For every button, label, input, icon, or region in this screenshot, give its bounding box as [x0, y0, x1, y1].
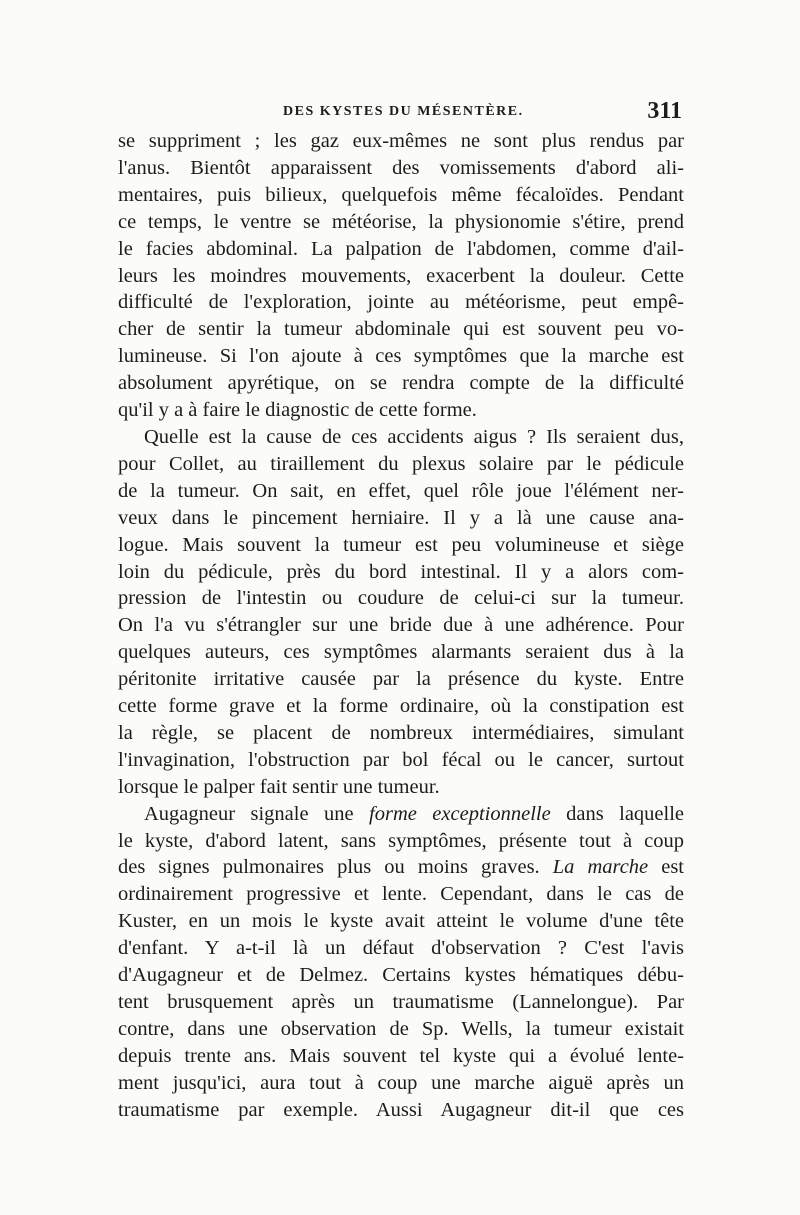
- text-line: se suppriment ; les gaz eux-mêmes ne sont plus rendus par: [118, 130, 684, 152]
- text-line: difficulté de l'exploration, jointe au météorisme, peut empê-: [118, 291, 684, 314]
- text-run: dans laquelle: [550, 802, 685, 825]
- text-line: Kuster, en un mois le kyste avait atteint le volume d'une tête: [118, 910, 684, 933]
- text-line: loin du pédicule, près du bord intestinal. Il y a alors com-: [118, 560, 684, 583]
- text-line: lumineuse. Si l'on ajoute à ces symptômes que la marche est: [118, 345, 684, 368]
- text-line: le facies abdominal. La palpation de l'abdomen, comme d'ail-: [118, 237, 684, 260]
- text-line: [118, 801, 684, 828]
- text-line: traumatisme par exemple. Aussi Augagneur dit-il que ces: [118, 1098, 684, 1121]
- text-line: la règle, se placent de nombreux intermédiaires, simulant: [118, 721, 684, 744]
- text-line: qu'il y a à faire le diagnostic de cette forme.: [118, 399, 477, 422]
- text-line: depuis trente ans. Mais souvent tel kyste qui a évolué lente-: [118, 1044, 684, 1067]
- text-line: contre, dans une observation de Sp. Wells, la tumeur existait: [118, 1017, 684, 1040]
- text-line: de la tumeur. On sait, en effet, quel rôle joue l'élément ner-: [118, 479, 684, 502]
- text-line: On l'a vu s'étrangler sur une bride due à une adhérence. Pour: [118, 614, 684, 637]
- text-line: le kyste, d'abord latent, sans symptômes, présente tout à coup: [118, 829, 684, 852]
- text-line: ce temps, le ventre se météorise, la physionomie s'étire, prend: [118, 210, 684, 233]
- text-line: ment jusqu'ici, aura tout à coup une marche aiguë après un: [118, 1071, 684, 1094]
- italic-text: forme exceptionnelle: [369, 802, 551, 825]
- text-line: leurs les moindres mouvements, exacerbent la douleur. Cette: [118, 264, 684, 287]
- text-line: l'invagination, l'obstruction par bol fécal ou le cancer, surtout: [118, 748, 684, 771]
- text-run: des signes pulmonaires plus ou moins graves.: [118, 856, 553, 879]
- text-line: logue. Mais souvent la tumeur est peu volumineuse et siège: [118, 533, 684, 556]
- body-text: [118, 128, 684, 1124]
- text-line: cher de sentir la tumeur abdominale qui est souvent peu vo-: [118, 318, 684, 341]
- text-line: pour Collet, au tiraillement du plexus solaire par le pédicule: [118, 452, 684, 475]
- page-number: 311: [647, 98, 682, 124]
- text-line: tent brusquement après un traumatisme (Lannelongue). Par: [118, 991, 684, 1013]
- text-line: péritonite irritative causée par la présence du kyste. Entre: [118, 668, 684, 691]
- text-line: ordinairement progressive et lente. Cependant, dans le cas de: [118, 883, 684, 906]
- page-header: [118, 98, 684, 128]
- text-run: est: [648, 856, 684, 879]
- text-line: [118, 854, 684, 881]
- text-line: lorsque le palper fait sentir une tumeur.: [118, 775, 440, 798]
- text-line: quelques auteurs, ces symptômes alarmants seraient dus à la: [118, 641, 684, 664]
- text-line: veux dans le pincement herniaire. Il y a là une cause ana-: [118, 506, 684, 529]
- text-line: absolument apyrétique, on se rendra compte de la difficulté: [118, 372, 684, 395]
- text-line: cette forme grave et la forme ordinaire, où la constipation est: [118, 695, 684, 718]
- text-run: Augagneur signale une: [144, 802, 370, 825]
- text-line: pression de l'intestin ou coudure de celui-ci sur la tumeur.: [118, 587, 684, 610]
- running-title: DES KYSTES DU MÉSENTÈRE.: [283, 104, 524, 119]
- text-line: Quelle est la cause de ces accidents aigus ? Ils seraient dus,: [144, 425, 684, 448]
- text-line: l'anus. Bientôt apparaissent des vomissements d'abord ali-: [118, 156, 684, 179]
- text-line: mentaires, puis bilieux, quelquefois même fécaloïdes. Pendant: [118, 183, 684, 206]
- text-line: d'Augagneur et de Delmez. Certains kystes hématiques débu-: [118, 964, 684, 987]
- italic-text: La marche: [552, 856, 649, 879]
- text-line: d'enfant. Y a-t-il là un défaut d'observation ? C'est l'avis: [118, 937, 684, 960]
